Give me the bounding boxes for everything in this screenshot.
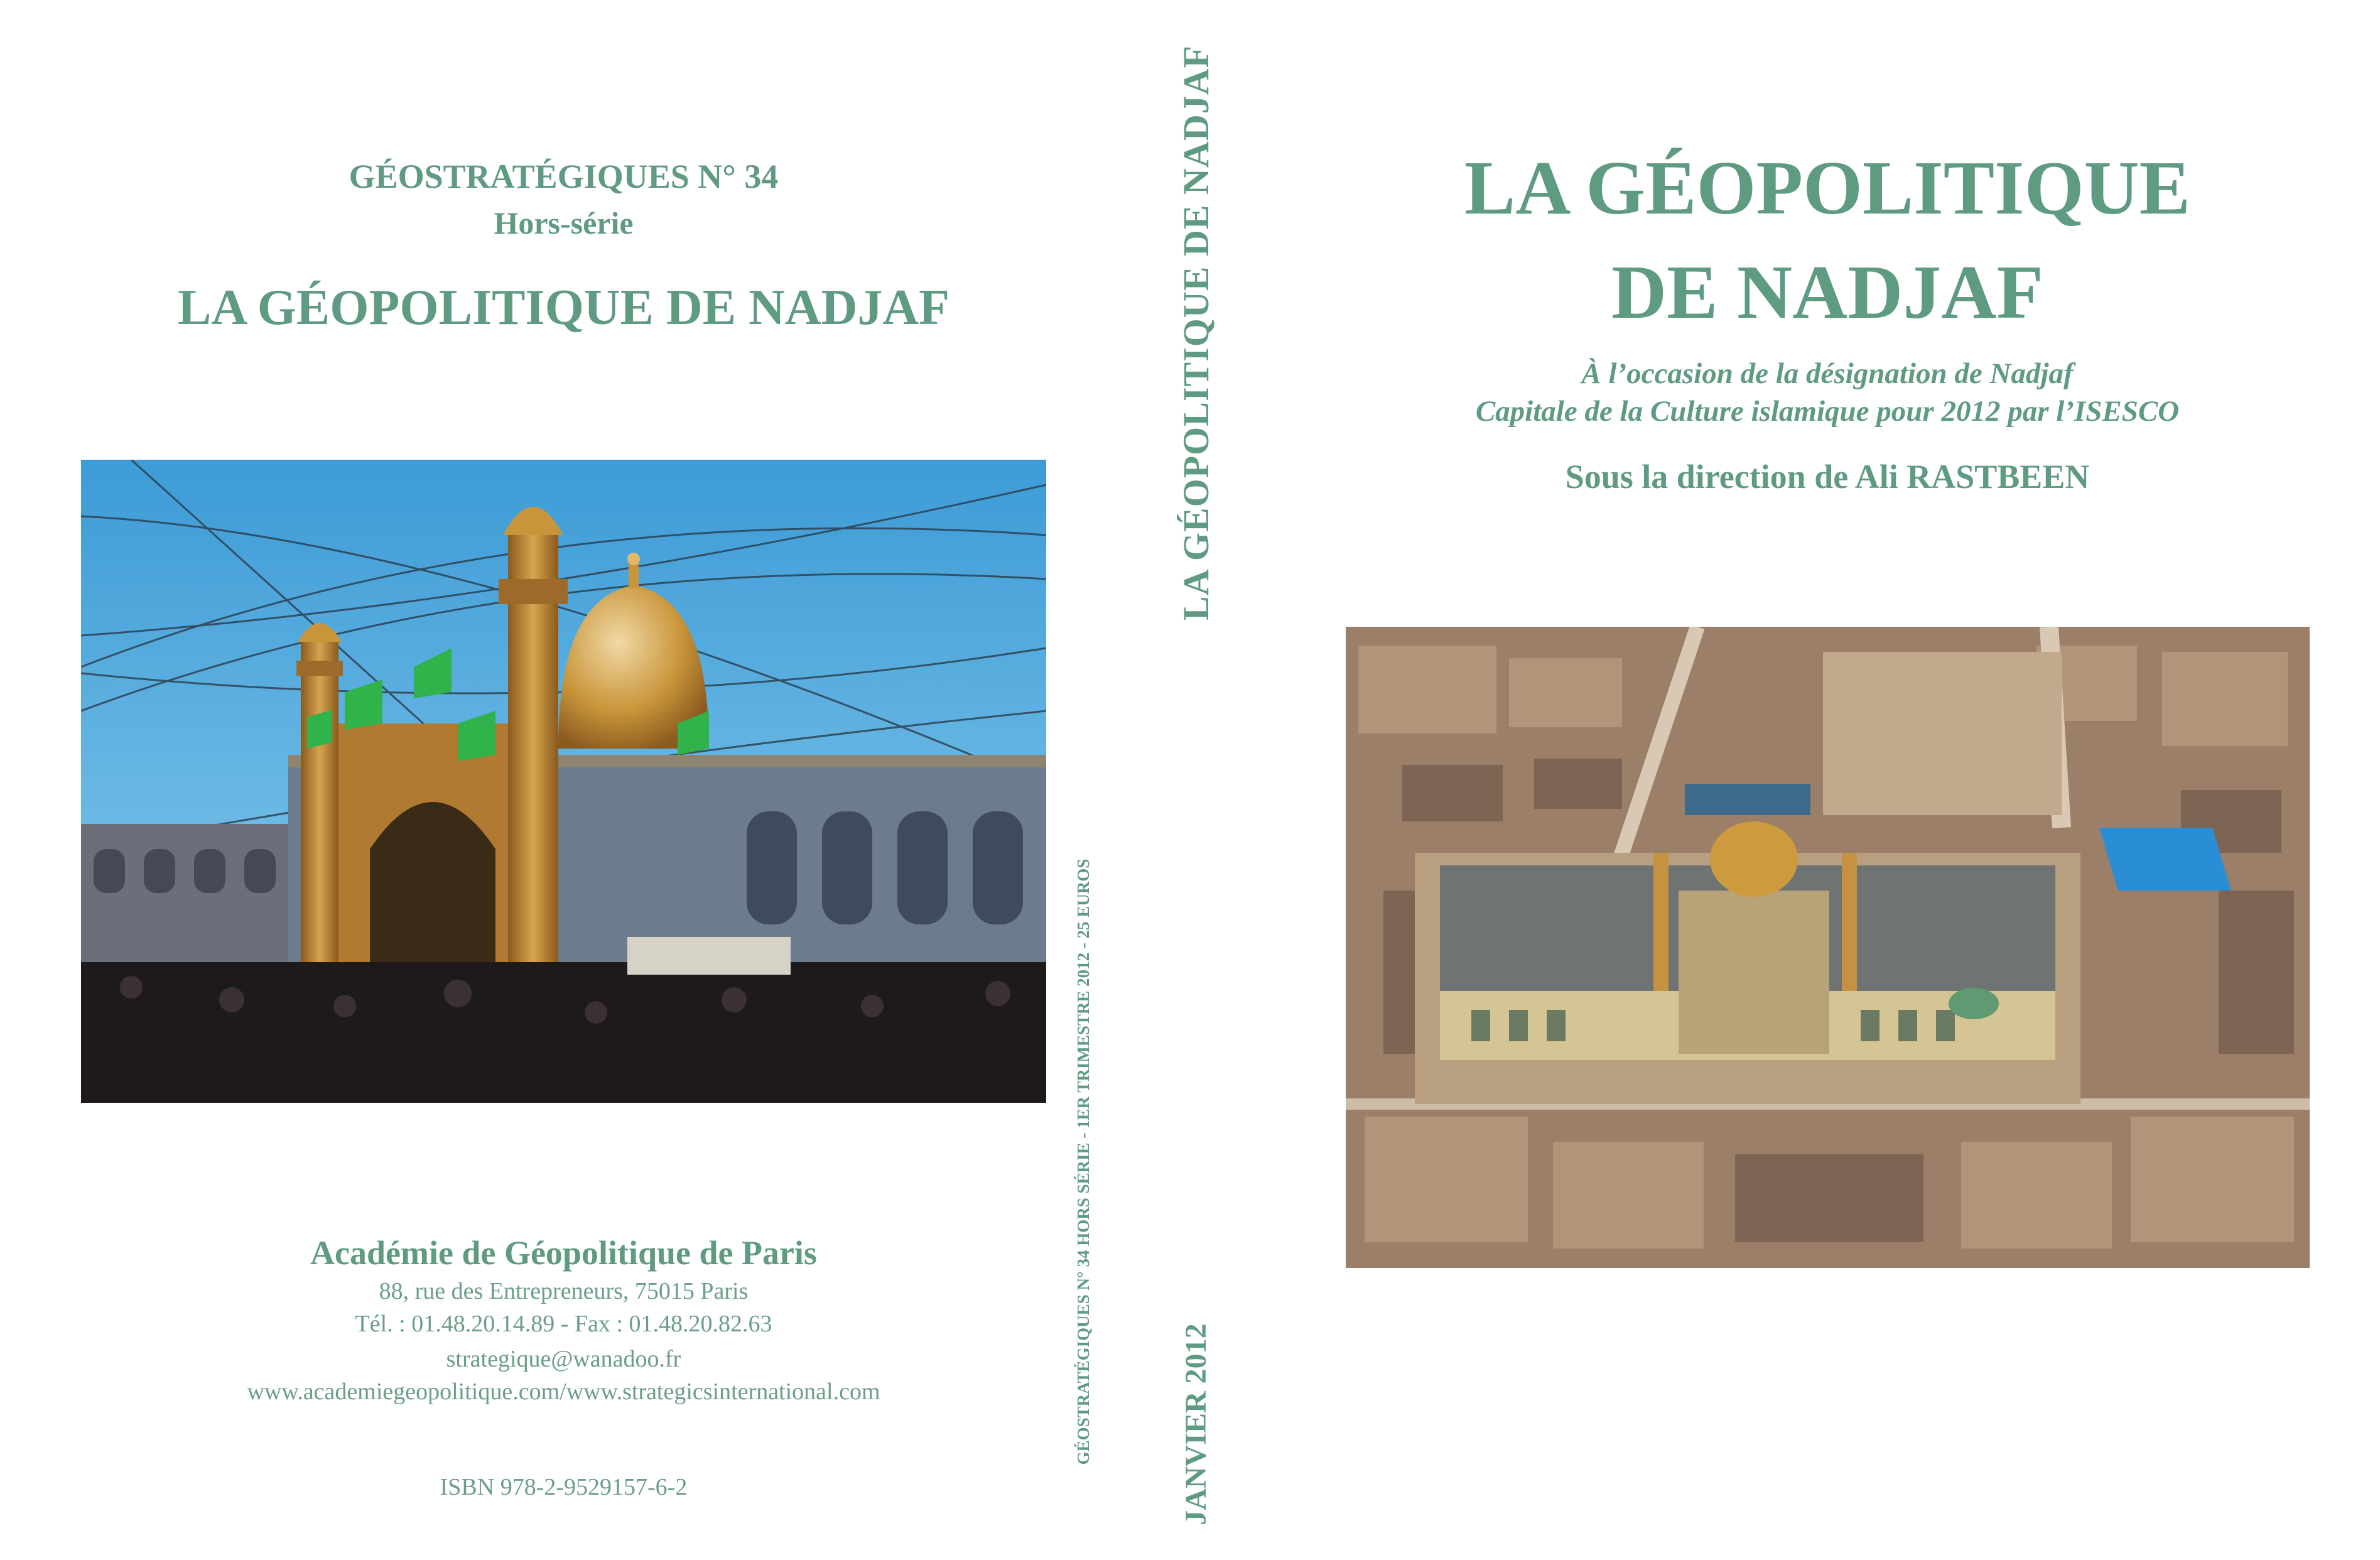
publisher-phone-fax: Tél. : 01.48.20.14.89 - Fax : 01.48.20.82.63 <box>355 1311 772 1337</box>
front-title-line1: LA GÉOPOLITIQUE <box>1464 146 2190 230</box>
front-title-line2: DE NADJAF <box>1611 250 2043 335</box>
front-editor: Sous la direction de Ali RASTBEEN <box>1565 458 2090 496</box>
spine-meta: GÉOSTRATÉGIQUES N° 34 HORS SÉRIE - 1ER TRIMESTRE 2012 - 25 EUROS <box>1074 859 1093 1465</box>
publisher-websites: www.academiegeopolitique.com/www.strategicsinternational.com <box>247 1379 880 1405</box>
publisher-name: Académie de Géopolitique de Paris <box>310 1234 817 1272</box>
back-hors-serie: Hors-série <box>494 205 634 241</box>
aerial-photo <box>1346 627 2310 1268</box>
publisher-address: 88, rue des Entrepreneurs, 75015 Paris <box>379 1278 749 1304</box>
spine-date: JANVIER 2012 <box>1179 1323 1213 1525</box>
isbn: ISBN 978-2-9529157-6-2 <box>440 1474 688 1500</box>
shrine-photo <box>81 460 1046 1103</box>
front-subtitle-line1: À l’occasion de la désignation de Nadjaf <box>1581 357 2074 390</box>
back-series-title: GÉOSTRATÉGIQUES N° 34 <box>349 158 779 195</box>
front-subtitle-line2: Capitale de la Culture islamique pour 2012 par l’ISESCO <box>1475 395 2180 428</box>
back-book-title: LA GÉOPOLITIQUE DE NADJAF <box>177 280 950 335</box>
publisher-email: strategique@wanadoo.fr <box>446 1346 681 1372</box>
spine-title: LA GÉOPOLITIQUE DE NADJAF <box>1176 45 1216 621</box>
